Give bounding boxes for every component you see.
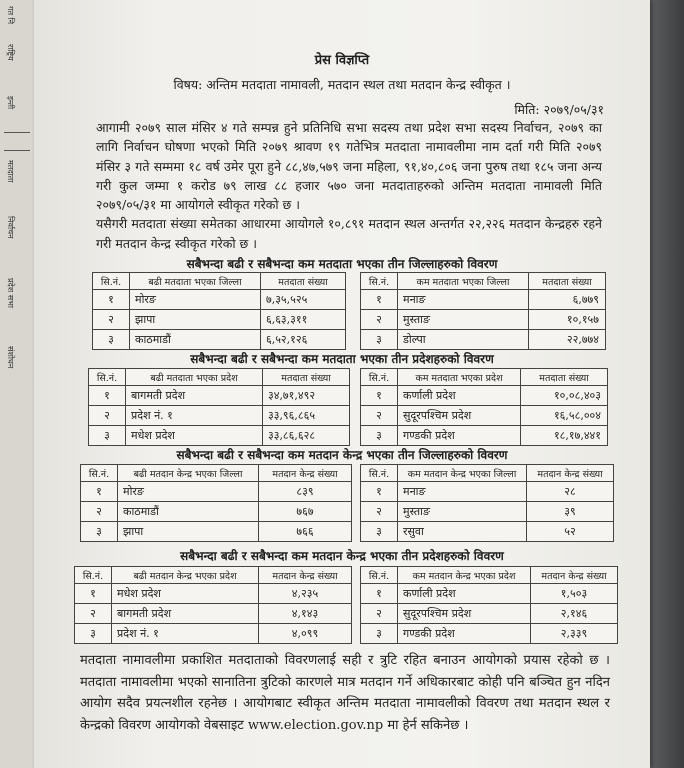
table-row (361, 502, 614, 522)
table-cell: ३ (75, 624, 112, 644)
column-header: सि.नं. (75, 567, 112, 584)
table-header-row (89, 369, 350, 386)
table-cell: १ (89, 386, 126, 406)
table-cell: २ (361, 310, 398, 330)
table-row (89, 406, 350, 426)
table-row (75, 624, 352, 644)
table-cell: रसुवा (398, 522, 527, 542)
table-cell: ४,१४३ (259, 604, 352, 624)
table-header-row (361, 369, 608, 386)
column-header: मतदाता संख्या (263, 369, 350, 386)
edge-text: इन्ती (6, 96, 15, 110)
table-cell: २ (361, 502, 398, 522)
table-cell: ३३,८६,६२८ (263, 426, 350, 446)
table-header-row (81, 465, 352, 482)
table-cell: ३३,९६,८६५ (263, 406, 350, 426)
table-cell: १ (81, 482, 118, 502)
column-header: मतदाता संख्या (529, 273, 606, 290)
table-header-row (93, 273, 346, 290)
table-cell: ६,७७९ (529, 290, 606, 310)
column-header: कम मतदान केन्द्र भएका जिल्ला (398, 465, 527, 482)
table-row (81, 522, 352, 542)
column-header: सि.नं. (81, 465, 118, 482)
column-header: सि.नं. (361, 567, 398, 584)
table-cell: मनाङ (398, 482, 527, 502)
table-most-voters-provinces (88, 368, 350, 446)
table-least-centers-districts (360, 464, 614, 542)
column-header: मतदान केन्द्र संख्या (259, 567, 352, 584)
subject-line: विषय: अन्तिम मतदाता नामावली, मतदान स्थल तथा मतदान केन्द्र स्वीकृत । (173, 77, 511, 92)
table-row (89, 386, 350, 406)
table-cell: काठमाडौं (118, 502, 259, 522)
table-cell: सुदूरपश्चिम प्रदेश (398, 604, 531, 624)
page-title: प्रेस विज्ञप्ति (314, 53, 370, 68)
column-header: कम मतदाता भएका प्रदेश (398, 369, 521, 386)
table-cell: मुस्ताङ (398, 502, 527, 522)
edge-rule (4, 132, 30, 133)
table-least-voters-districts (360, 272, 606, 350)
press-release-page (34, 0, 650, 768)
table-cell: २ (81, 502, 118, 522)
table-cell: कर्णाली प्रदेश (398, 386, 521, 406)
table-row (93, 310, 346, 330)
table-row (361, 522, 614, 542)
table-row (93, 330, 346, 350)
table-cell: १०,१५७ (529, 310, 606, 330)
table-row (75, 584, 352, 604)
table-row (361, 386, 608, 406)
table-cell: बागमती प्रदेश (112, 604, 259, 624)
column-header: बढी मतदाता भएका जिल्ला (130, 273, 261, 290)
column-header: मतदाता संख्या (261, 273, 346, 290)
table-cell: काठमाडौं (130, 330, 261, 350)
paragraph-text: यसैगरी मतदाता संख्या समेतका आधारमा आयोगले १०,८९१ मतदान स्थल अन्तर्गत २२,२२६ मतदान केन्द्रहरु रहने गरी मतदान केन्द्र स्वीकृत गरेको छ । (96, 216, 602, 251)
column-header: सि.नं. (93, 273, 130, 290)
table-cell: ३ (81, 522, 118, 542)
table-row (361, 426, 608, 446)
table-cell: २८ (527, 482, 614, 502)
adjacent-page-edge (0, 0, 35, 768)
column-header: कम मतदान केन्द्र भएका प्रदेश (398, 567, 531, 584)
column-header: सि.नं. (361, 465, 398, 482)
table-cell: २ (361, 406, 398, 426)
table-cell: १ (361, 482, 398, 502)
column-header: बढी मतदाता भएका प्रदेश (126, 369, 263, 386)
table-cell: बागमती प्रदेश (126, 386, 263, 406)
table-cell: १८,१७,४४१ (521, 426, 608, 446)
table-header-row (361, 273, 606, 290)
table-cell: २ (89, 406, 126, 426)
column-header: मतदान केन्द्र संख्या (527, 465, 614, 482)
table-cell: ६,६३,३११ (261, 310, 346, 330)
edge-rule (4, 150, 30, 151)
table-row (361, 624, 618, 644)
edge-text: गत नि (6, 6, 15, 25)
table-cell: सुदूरपश्चिम प्रदेश (398, 406, 521, 426)
table-header-row (361, 465, 614, 482)
column-header: सि.नं. (361, 369, 398, 386)
column-header: मतदान केन्द्र संख्या (259, 465, 352, 482)
table-row (89, 426, 350, 446)
table-cell: प्रदेश नं. १ (112, 624, 259, 644)
table-cell: मधेश प्रदेश (112, 584, 259, 604)
table-cell: ७६६ (259, 522, 352, 542)
column-header: बढी मतदान केन्द्र भएका प्रदेश (112, 567, 259, 584)
footer-paragraph: मतदाता नामावलीमा प्रकाशित मतदाताको विवरणलाई सही र त्रुटि रहित बनाउन आयोगको प्रयास रहेको छ । मतदाता नामावलीमा भएको सानातिना त्रुटिको कारणले मात्र मतदान गर्ने अधिकारबाट कोही पनि बञ्चित हुन नदिन आयोग सदैव प्रयत्नशील रहनेछ । आयोगबाट स्वीकृत अन्तिम मतदाता नामावलीको विवरण तथा मतदान स्थल र केन्द्रको विवरण आयोगको वेबसाइट www.election.gov.np मा हेर्न सकिनेछ । (80, 653, 610, 733)
edge-text: मतदाता (6, 160, 15, 183)
date-line: मिति: २०७९/०५/३१ (514, 102, 604, 117)
section-title: सबैभन्दा बढी र सबैभन्दा कम मतदाता भएका तीन जिल्लाहरुको विवरण (186, 257, 498, 271)
table-cell: ३९ (527, 502, 614, 522)
table-cell: मोरङ (130, 290, 261, 310)
table-cell: १ (93, 290, 130, 310)
table-cell: ६,५२,१२६ (261, 330, 346, 350)
table-cell: १ (75, 584, 112, 604)
table-cell: २२,७७४ (529, 330, 606, 350)
table-cell: प्रदेश नं. १ (126, 406, 263, 426)
table-cell: मोरङ (118, 482, 259, 502)
table-cell: ३ (89, 426, 126, 446)
table-row (81, 482, 352, 502)
table-cell: ५२ (527, 522, 614, 542)
table-most-voters-districts (92, 272, 346, 350)
table-cell: ३४,७१,४९२ (263, 386, 350, 406)
edge-text: निर्वाचन (6, 216, 15, 239)
table-row (75, 604, 352, 624)
table-cell: २ (93, 310, 130, 330)
table-cell: ४,२३५ (259, 584, 352, 604)
edge-text: प्रदेश सभा (6, 278, 15, 308)
table-cell: १६,५८,००४ (521, 406, 608, 426)
section-title: सबैभन्दा बढी र सबैभन्दा कम मतदाता भएका तीन प्रदेशहरुको विवरण (190, 352, 494, 366)
table-cell: १०,०८,४०३ (521, 386, 608, 406)
table-most-centers-districts (80, 464, 352, 542)
column-header: सि.नं. (89, 369, 126, 386)
table-cell: डोल्पा (398, 330, 529, 350)
table-header-row (361, 567, 618, 584)
table-cell: कर्णाली प्रदेश (398, 584, 531, 604)
table-row (361, 584, 618, 604)
table-cell: ३ (361, 522, 398, 542)
column-header: मतदाता संख्या (521, 369, 608, 386)
table-cell: १,५०३ (531, 584, 618, 604)
table-cell: मनाङ (398, 290, 529, 310)
table-cell: ३ (93, 330, 130, 350)
table-header-row (75, 567, 352, 584)
background-surface (650, 0, 684, 768)
table-cell: ३ (361, 330, 398, 350)
table-cell: १ (361, 290, 398, 310)
table-row (93, 290, 346, 310)
table-cell: ३ (361, 426, 398, 446)
table-row (81, 502, 352, 522)
section-title: सबैभन्दा बढी र सबैभन्दा कम मतदान केन्द्र भएका तीन प्रदेशहरुको विवरण (180, 549, 504, 563)
intro-paragraph (96, 118, 602, 253)
table-row (361, 330, 606, 350)
table-row (361, 604, 618, 624)
table-most-centers-provinces (74, 566, 352, 644)
table-cell: २ (361, 604, 398, 624)
edge-text: राष्ट्रिय (6, 44, 15, 61)
table-cell: २,३३९ (531, 624, 618, 644)
table-cell: ३ (361, 624, 398, 644)
table-row (361, 310, 606, 330)
column-header: सि.नं. (361, 273, 398, 290)
table-cell: मधेश प्रदेश (126, 426, 263, 446)
table-cell: ८३९ (259, 482, 352, 502)
table-least-centers-provinces (360, 566, 618, 644)
column-header: कम मतदाता भएका जिल्ला (398, 273, 529, 290)
table-cell: झापा (130, 310, 261, 330)
table-cell: ७६७ (259, 502, 352, 522)
table-cell: ४,०९९ (259, 624, 352, 644)
column-header: बढी मतदान केन्द्र भएका जिल्ला (118, 465, 259, 482)
table-cell: गण्डकी प्रदेश (398, 624, 531, 644)
table-cell: २ (75, 604, 112, 624)
paragraph-text: आगामी २०७९ साल मंसिर ४ गते सम्पन्न हुने प्रतिनिधि सभा सदस्य तथा प्रदेश सभा सदस्य निर्वाचन, २०७९ का लागि निर्वाचन घोषणा भएको मिति २०७९ श्रावण १९ गतेभित्र मतदाता नामावलीमा नाम दर्ता गरी मिति २०७९ मंसिर ३ गते सम्ममा १८ वर्ष उमेर पूरा हुने ८८,४७,५७९ जना महिला, ९१,४०,८०६ जना पुरुष तथा १८५ जना अन्य गरी कुल जम्मा १ करोड ७९ लाख ८८ हजार ५७० जना मतदाताहरुको अन्तिम मतदाता नामावली मिति २०७९/०५/३१ मा आयोगले स्वीकृत गरेको छ । (96, 120, 602, 213)
table-cell: १ (361, 584, 398, 604)
table-cell: १ (361, 386, 398, 406)
table-cell: झापा (118, 522, 259, 542)
table-cell: ७,३५,५२५ (261, 290, 346, 310)
table-cell: गण्डकी प्रदेश (398, 426, 521, 446)
section-title: सबैभन्दा बढी र सबैभन्दा कम मतदान केन्द्र भएका तीन जिल्लाहरुको विवरण (176, 448, 508, 462)
column-header: मतदान केन्द्र संख्या (531, 567, 618, 584)
table-least-voters-provinces (360, 368, 608, 446)
edge-text: संशोधन (6, 346, 15, 369)
table-row (361, 482, 614, 502)
table-row (361, 406, 608, 426)
table-row (361, 290, 606, 310)
table-cell: २,१४६ (531, 604, 618, 624)
table-cell: मुस्ताङ (398, 310, 529, 330)
